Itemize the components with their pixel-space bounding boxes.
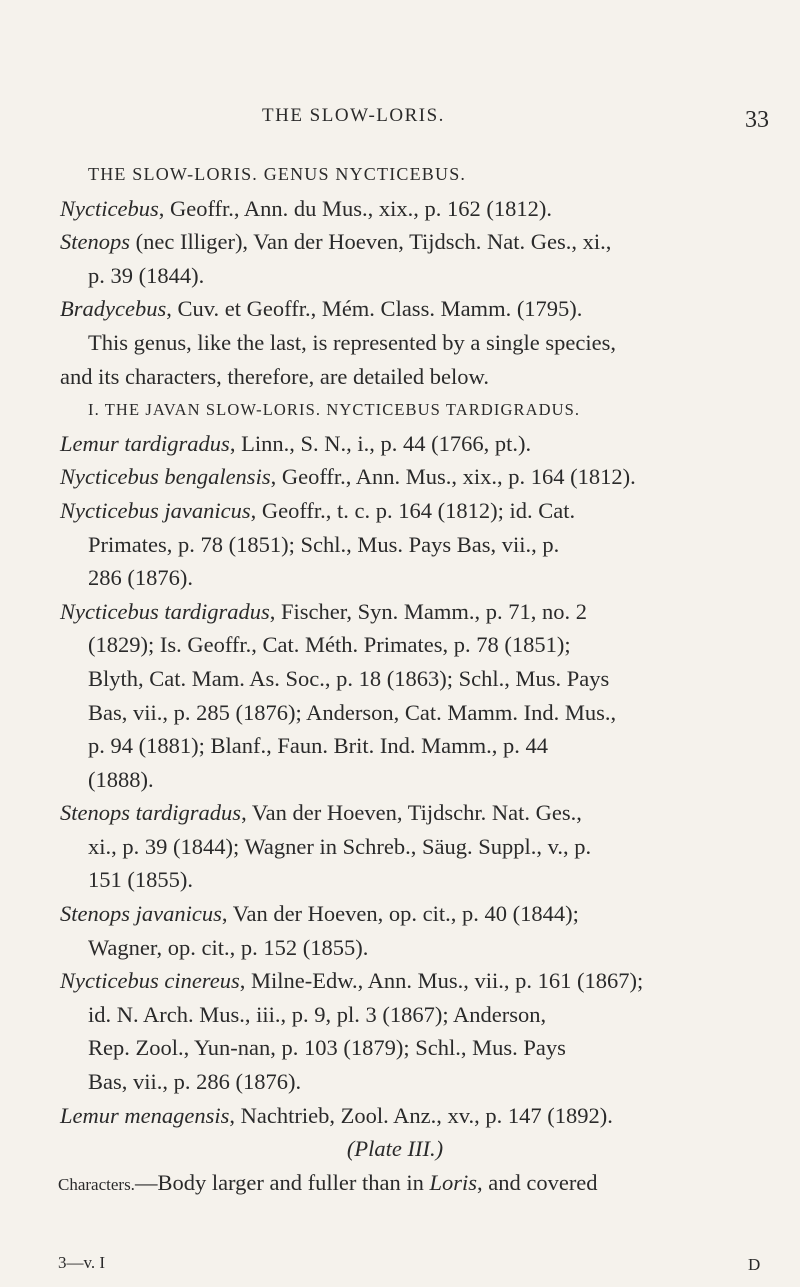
- synonym-continuation: [60, 662, 770, 696]
- taxon-name: Nycticebus bengalensis: [60, 464, 271, 490]
- continuation-text: id. N. Arch. Mus., iii., p. 9, pl. 3 (1867); Anderson,: [88, 1001, 547, 1027]
- taxon-name: Stenops: [60, 229, 130, 255]
- synonym-entry: [60, 192, 770, 226]
- page-header: [0, 105, 800, 135]
- synonym-continuation: [60, 763, 770, 797]
- synonym-continuation: [60, 561, 770, 595]
- taxon-reference: , Geoffr., Ann. Mus., xix., p. 164 (1812).: [270, 464, 636, 490]
- synonym-continuation: [60, 998, 770, 1032]
- taxon-name: Stenops javanicus: [60, 901, 222, 927]
- taxon-name: Nycticebus tardigradus: [60, 598, 270, 624]
- synonym-continuation: [60, 1031, 770, 1065]
- species-synonyms: [60, 427, 770, 1132]
- continuation-text: (1888).: [88, 766, 154, 792]
- characters-text-b: , and covered: [476, 1169, 598, 1195]
- taxon-reference: , Milne-Edw., Ann. Mus., vii., p. 161 (1867);: [239, 968, 644, 994]
- continuation-text: Rep. Zool., Yun-nan, p. 103 (1879); Schl., Mus. Pays: [88, 1035, 566, 1061]
- continuation-text: Primates, p. 78 (1851); Schl., Mus. Pays Bas, vii., p.: [88, 531, 560, 557]
- species-heading: I. THE JAVAN SLOW-LORIS. NYCTICEBUS TARDIGRADUS.: [88, 400, 581, 420]
- page-number: 33: [745, 107, 769, 133]
- continuation-text: Bas, vii., p. 285 (1876); Anderson, Cat. Mamm. Ind. Mus.,: [88, 699, 617, 725]
- page-body: [60, 158, 770, 1199]
- synonym-entry: [60, 595, 770, 629]
- taxon-reference: , Geoffr., Ann. du Mus., xix., p. 162 (1812).: [158, 195, 553, 221]
- synonym-continuation: [60, 259, 770, 293]
- synonym-entry: [60, 225, 770, 259]
- characters-label: Characters.: [58, 1174, 135, 1194]
- continuation-text: p. 39 (1844).: [88, 262, 205, 288]
- taxon-reference: , Fischer, Syn. Mamm., p. 71, no. 2: [269, 598, 588, 624]
- synonym-entry: [60, 292, 770, 326]
- synonym-continuation: [60, 729, 770, 763]
- signature-letter: D: [748, 1255, 761, 1274]
- synonym-entry: [60, 897, 770, 931]
- continuation-text: (1829); Is. Geoffr., Cat. Méth. Primates, p. 78 (1851);: [88, 632, 571, 658]
- synonym-continuation: [60, 1065, 770, 1099]
- intro-line: This genus, like the last, is represented by a single species,: [88, 329, 616, 355]
- taxon-name: Bradycebus: [60, 296, 167, 322]
- characters-line: [58, 1166, 770, 1200]
- synonym-entry: [60, 964, 770, 998]
- continuation-text: xi., p. 39 (1844); Wagner in Schreb., Säug. Suppl., v., p.: [88, 833, 592, 859]
- taxon-reference: , Van der Hoeven, op. cit., p. 40 (1844);: [221, 901, 579, 927]
- synonym-continuation: [60, 830, 770, 864]
- signature-mark: 3—v. I: [58, 1253, 106, 1272]
- taxon-reference: , Van der Hoeven, Tijdschr. Nat. Ges.,: [241, 800, 582, 826]
- synonym-continuation: [60, 696, 770, 730]
- genus-title: THE SLOW-LORIS. GENUS NYCTICEBUS.: [88, 164, 467, 184]
- synonym-continuation: [60, 863, 770, 897]
- synonym-entry: [60, 1099, 770, 1133]
- intro-line: and its characters, therefore, are detailed below.: [60, 363, 489, 389]
- synonym-continuation: [60, 931, 770, 965]
- continuation-text: p. 94 (1881); Blanf., Faun. Brit. Ind. Mamm., p. 44: [88, 733, 548, 759]
- taxon-name: Lemur menagensis: [60, 1102, 230, 1128]
- taxon-name: Nycticebus javanicus: [60, 497, 251, 523]
- taxon-reference: (nec Illiger), Van der Hoeven, Tijdsch. Nat. Ges., xi.,: [130, 229, 612, 255]
- taxon-reference: , Linn., S. N., i., p. 44 (1766, pt.).: [229, 430, 532, 456]
- synonym-entry: [60, 427, 770, 461]
- synonym-entry: [60, 796, 770, 830]
- taxon-name: Lemur tardigradus: [60, 430, 230, 456]
- taxon-name: Nycticebus: [60, 195, 159, 221]
- taxon-name: Stenops tardigradus: [60, 800, 242, 826]
- genus-synonyms: [60, 192, 770, 326]
- taxon-reference: , Nachtrieb, Zool. Anz., xv., p. 147 (1892).: [229, 1102, 613, 1128]
- synonym-continuation: [60, 528, 770, 562]
- characters-loris: Loris: [429, 1169, 477, 1195]
- continuation-text: Wagner, op. cit., p. 152 (1855).: [88, 934, 369, 960]
- synonym-entry: [60, 494, 770, 528]
- synonym-continuation: [60, 628, 770, 662]
- continuation-text: 286 (1876).: [88, 565, 193, 591]
- plate-reference: [60, 1132, 770, 1166]
- taxon-reference: , Cuv. et Geoffr., Mém. Class. Mamm. (1795).: [166, 296, 583, 322]
- running-head: THE SLOW-LORIS.: [262, 105, 445, 126]
- continuation-text: Blyth, Cat. Mam. As. Soc., p. 18 (1863); Schl., Mus. Pays: [88, 665, 610, 691]
- taxon-name: Nycticebus cinereus: [60, 968, 240, 994]
- synonym-entry: [60, 460, 770, 494]
- characters-text-a: —Body larger and fuller than in: [134, 1169, 430, 1195]
- continuation-text: Bas, vii., p. 286 (1876).: [88, 1069, 302, 1095]
- taxon-reference: , Geoffr., t. c. p. 164 (1812); id. Cat.: [250, 497, 576, 523]
- continuation-text: 151 (1855).: [88, 867, 193, 893]
- plate-label: (Plate III.): [346, 1136, 444, 1162]
